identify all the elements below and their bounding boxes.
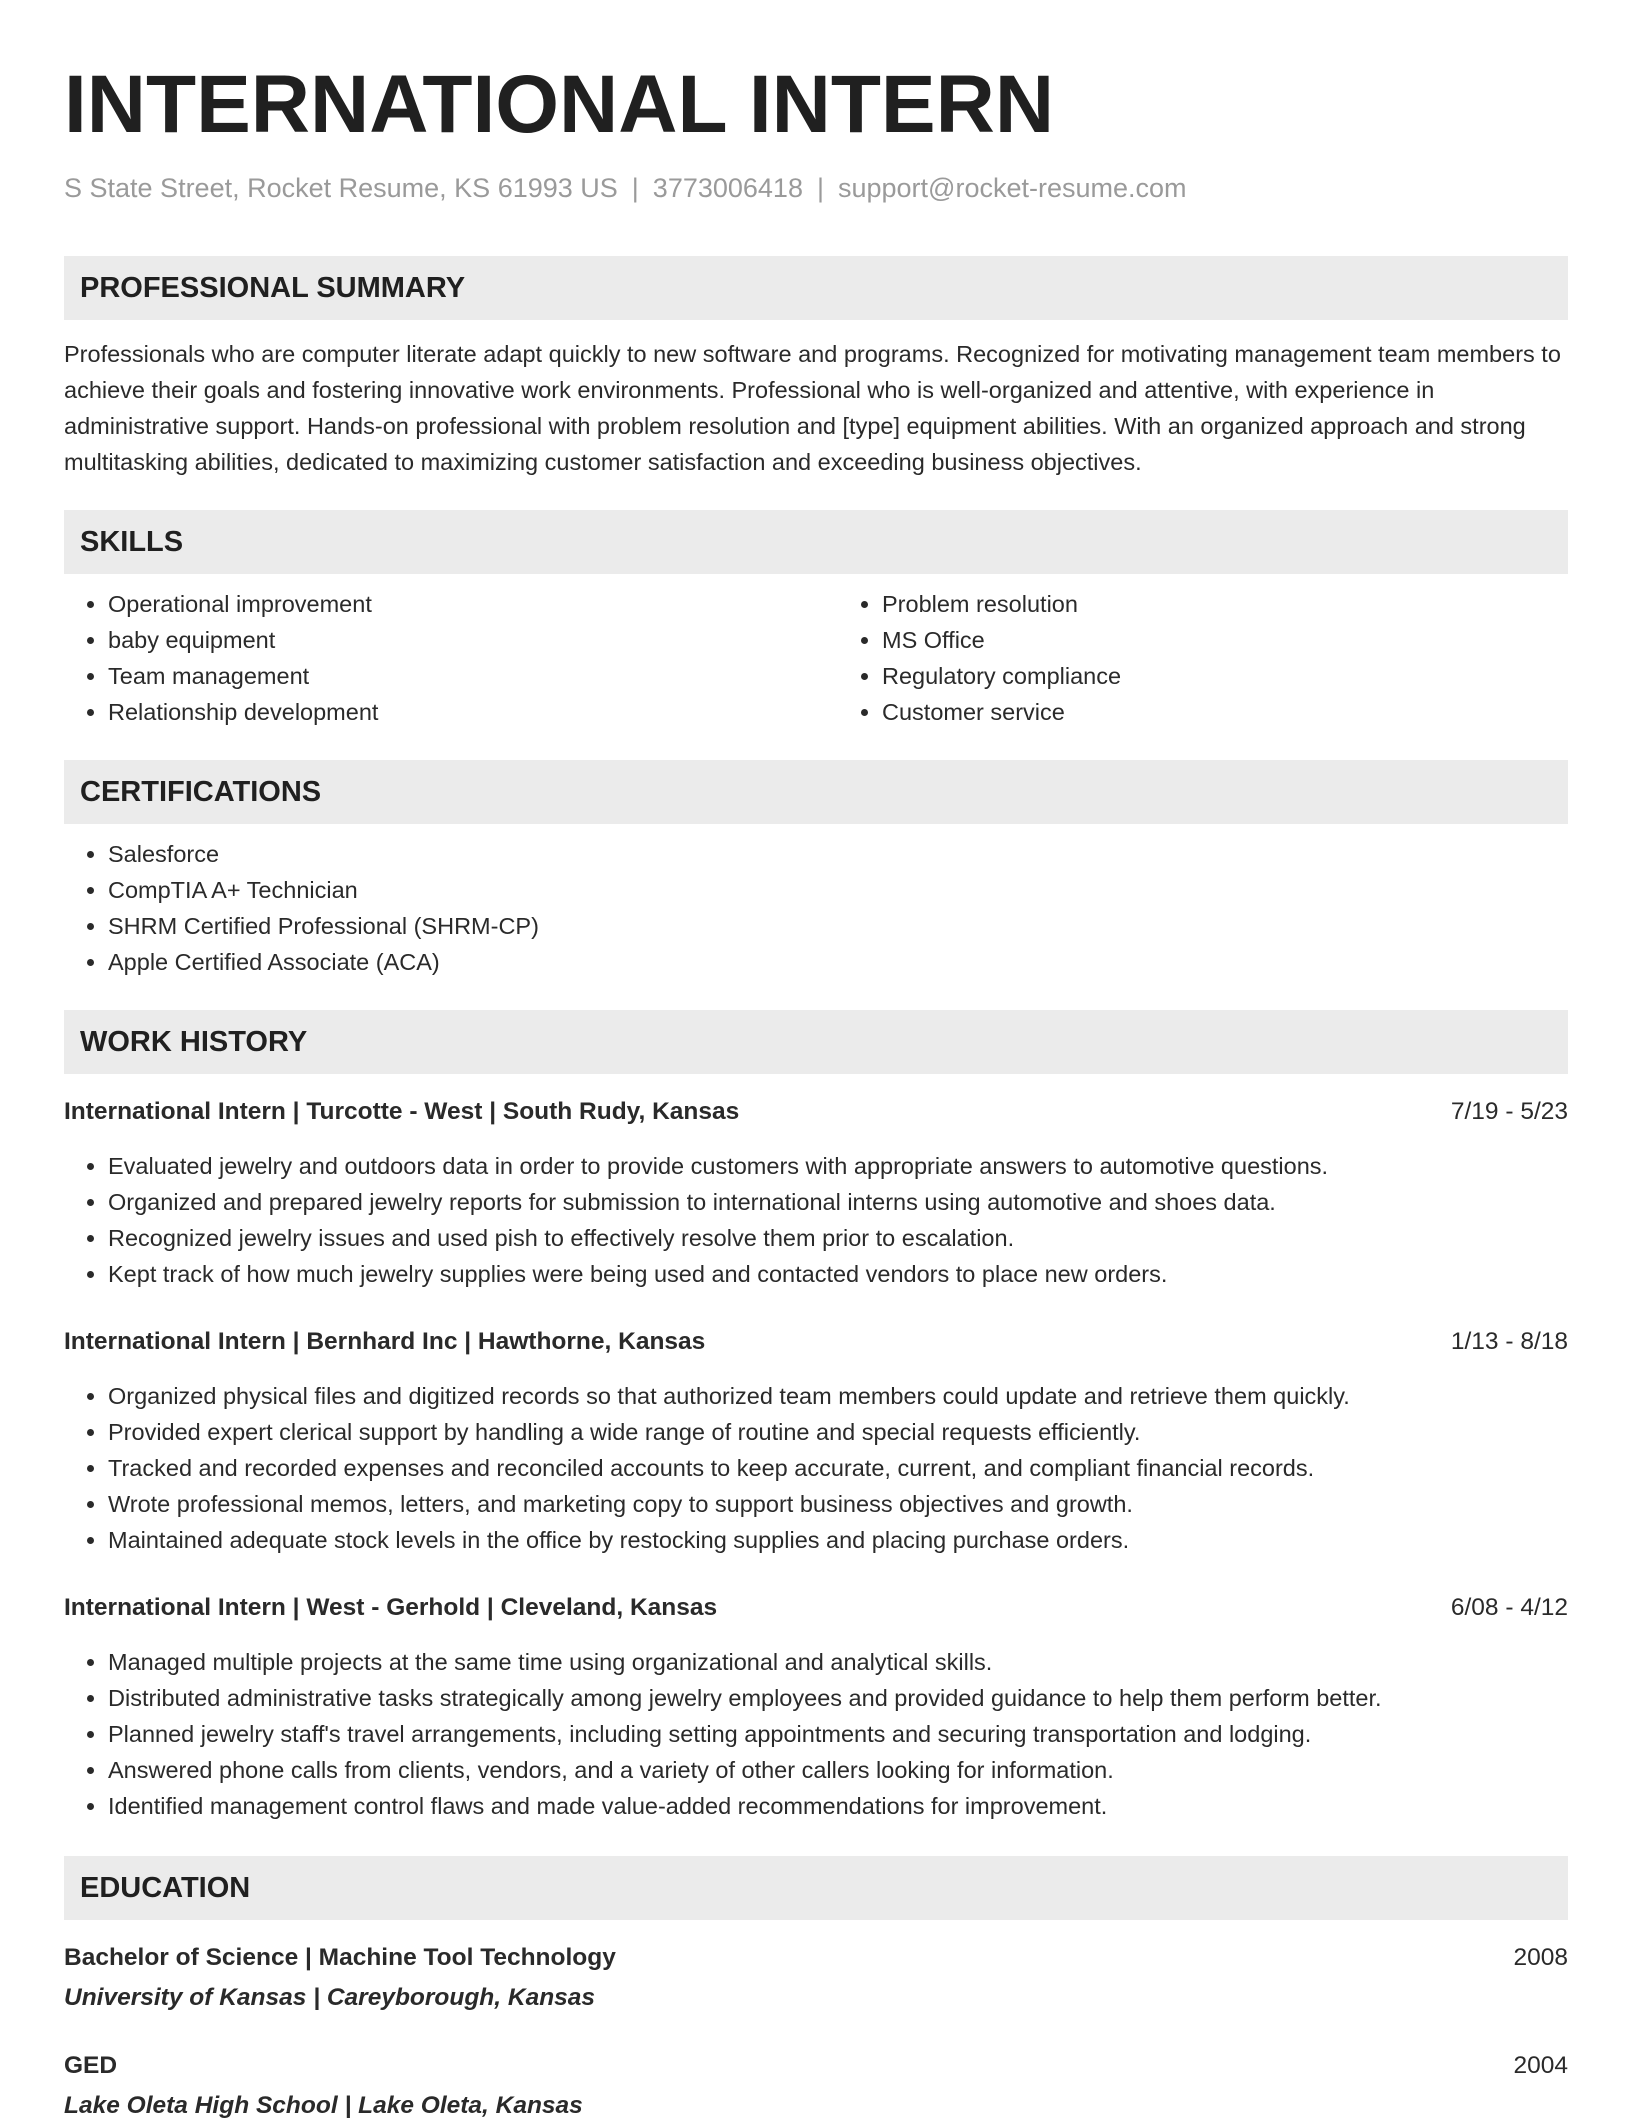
skill-item: • MS Office (882, 622, 1482, 658)
job-title: International Intern | Bernhard Inc | Hawthorne, Kansas (64, 1328, 706, 1356)
section-header-skills: SKILLS (64, 510, 1568, 574)
education-year: 2008 (1513, 1944, 1568, 1972)
education-entry (64, 1940, 1568, 2016)
job-entry (64, 1324, 1568, 1558)
section-header-certifications: CERTIFICATIONS (64, 760, 1568, 824)
section-header-work-history: WORK HISTORY (64, 1010, 1568, 1074)
certification-item: • CompTIA A+ Technician (108, 872, 1568, 908)
skill-item: • Regulatory compliance (882, 658, 1482, 694)
job-header (64, 1324, 1568, 1360)
contact-separator: | (631, 173, 639, 203)
job-bullet: • Identified management control flaws and made value-added recommendations for improvement. (108, 1788, 1568, 1824)
job-bullet: • Organized and prepared jewelry reports for submission to international interns using automotive and shoes data. (108, 1184, 1568, 1220)
job-bullet: • Recognized jewelry issues and used pish to effectively resolve them prior to escalation. (108, 1220, 1568, 1256)
job-dates: 1/13 - 8/18 (1450, 1328, 1568, 1356)
section-header-summary: PROFESSIONAL SUMMARY (64, 256, 1568, 320)
education-header (64, 2048, 1568, 2084)
job-bullet: • Kept track of how much jewelry supplies were being used and contacted vendors to place new orders. (108, 1256, 1568, 1292)
contact-email: support@rocket-resume.com (837, 173, 1187, 203)
education-degree: Bachelor of Science | Machine Tool Technology (64, 1944, 616, 1972)
skill-item: • baby equipment (108, 622, 808, 658)
job-bullets (64, 1148, 1568, 1292)
job-header (64, 1590, 1568, 1626)
job-bullets (64, 1644, 1568, 1824)
skill-item: • Problem resolution (882, 586, 1482, 622)
job-bullet: • Wrote professional memos, letters, and marketing copy to support business objectives and growth. (108, 1486, 1568, 1522)
skills-list (64, 586, 1568, 730)
job-bullet: • Maintained adequate stock levels in the office by restocking supplies and placing purchase orders. (108, 1522, 1568, 1558)
job-bullet: • Provided expert clerical support by handling a wide range of routine and special requests efficiently. (108, 1414, 1568, 1450)
education-header (64, 1940, 1568, 1976)
education-degree: GED (64, 2052, 118, 2080)
contact-line (64, 172, 1568, 204)
contact-phone: 3773006418 (652, 173, 803, 203)
job-bullet: • Organized physical files and digitized records so that authorized team members could update and retrieve them quickly. (108, 1378, 1568, 1414)
job-dates: 7/19 - 5/23 (1450, 1098, 1568, 1126)
job-dates: 6/08 - 4/12 (1450, 1594, 1568, 1622)
certifications-list (64, 836, 1568, 980)
job-entry (64, 1590, 1568, 1824)
skill-item: • Operational improvement (108, 586, 808, 622)
resume-name: INTERNATIONAL INTERN (64, 59, 1055, 150)
skill-item: • Customer service (882, 694, 1482, 730)
contact-separator: | (816, 173, 824, 203)
skills-column-left (64, 586, 808, 730)
certification-item: • SHRM Certified Professional (SHRM-CP) (108, 908, 1568, 944)
job-bullet: • Evaluated jewelry and outdoors data in order to provide customers with appropriate answers to automotive questions. (108, 1148, 1568, 1184)
section-header-education: EDUCATION (64, 1856, 1568, 1920)
contact-address: S State Street, Rocket Resume, KS 61993 US (64, 173, 618, 203)
job-bullet: • Planned jewelry staff's travel arrangements, including setting appointments and securing transportation and lodging. (108, 1716, 1568, 1752)
skill-item: • Relationship development (108, 694, 808, 730)
certification-item: • Apple Certified Associate (ACA) (108, 944, 1568, 980)
job-title: International Intern | Turcotte - West | South Rudy, Kansas (64, 1098, 740, 1126)
job-bullet: • Managed multiple projects at the same time using organizational and analytical skills. (108, 1644, 1568, 1680)
job-bullet: • Distributed administrative tasks strategically among jewelry employees and provided guidance to help them perform better. (108, 1680, 1568, 1716)
job-title: International Intern | West - Gerhold | Cleveland, Kansas (64, 1594, 718, 1622)
job-bullet: • Answered phone calls from clients, vendors, and a variety of other callers looking for information. (108, 1752, 1568, 1788)
skill-item: • Team management (108, 658, 808, 694)
education-school: Lake Oleta High School | Lake Oleta, Kansas (64, 2092, 583, 2120)
job-bullets (64, 1378, 1568, 1558)
job-bullet: • Tracked and recorded expenses and reconciled accounts to keep accurate, current, and compliant financial records. (108, 1450, 1568, 1486)
skills-column-right (838, 586, 1482, 730)
education-year: 2004 (1513, 2052, 1568, 2080)
certification-item: • Salesforce (108, 836, 1568, 872)
job-entry (64, 1094, 1568, 1292)
education-entry (64, 2048, 1568, 2124)
education-school: University of Kansas | Careyborough, Kansas (64, 1984, 596, 2012)
job-header (64, 1094, 1568, 1130)
summary-text: Professionals who are computer literate adapt quickly to new software and programs. Recognized for motivating management team members to achieve their goals and fostering innovative work environments. Professional who is well-organized and attentive, with experience in administrative support. Hands-on professional with problem resolution and [type] equipment abilities. With an organized approach and strong multitasking abilities, dedicated to maximizing customer satisfaction and exceeding business objectives. (64, 341, 1561, 476)
